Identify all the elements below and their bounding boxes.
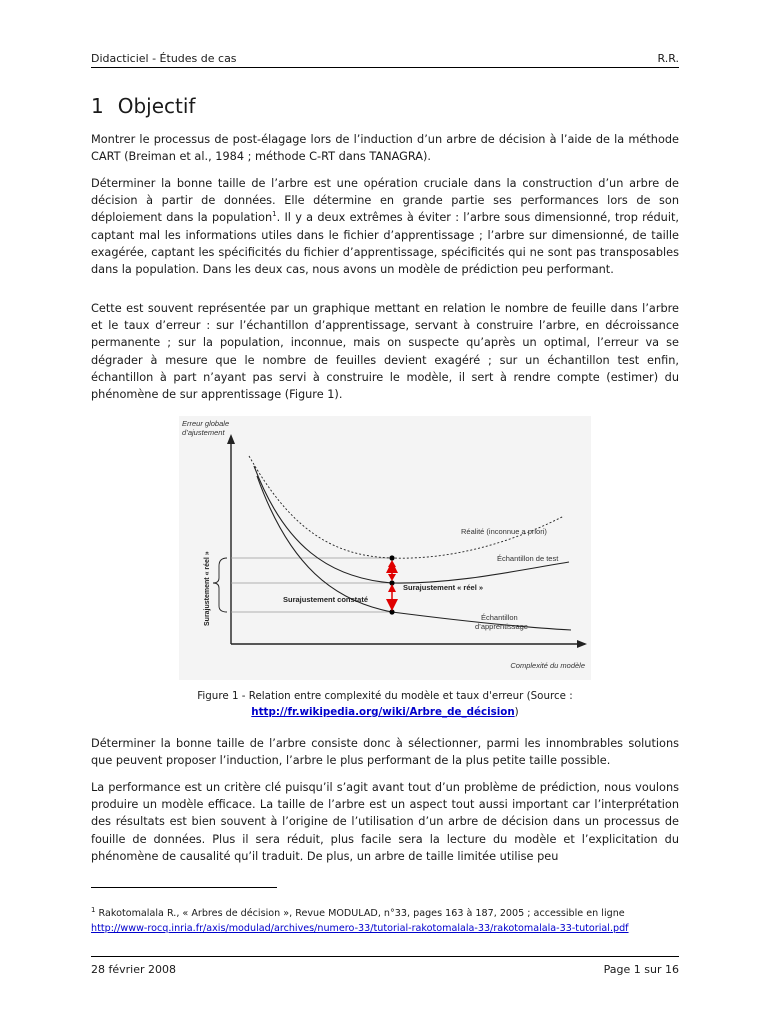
paragraph-4: Déterminer la bonne taille de l’arbre consiste donc à sélectionner, parmi les innombrables solutions que peuvent proposer l’induction, l’arbre le plus performant de la plus petite taille possible. bbox=[91, 737, 679, 768]
label-observed-overfit: Surajustement constaté bbox=[283, 595, 369, 604]
y-axis-label-line1: Erreur globale bbox=[182, 419, 230, 428]
paragraph-1: Montrer le processus de post-élagage lors de l’induction d’un arbre de décision à l’aide de la méthode CART (Breiman et al., 1984 ; méthode C-RT dans TANAGRA). bbox=[91, 133, 679, 164]
section-number: 1 bbox=[91, 94, 104, 118]
label-real-overfit: Surajustement « réel » bbox=[403, 583, 484, 592]
footnote-link[interactable]: http://www-rocq.inria.fr/axis/modulad/archives/numero-33/tutorial-rakotomalala-33/rakotomalala-33-tutorial.pdf bbox=[91, 923, 629, 934]
point-reality bbox=[389, 555, 394, 560]
paragraph-5: La performance est un critère clé puisqu’il s’agit avant tout d’un problème de prédiction, nous voulons produire un modèle efficace. La taille de l’arbre est un aspect tout aussi important car l’interprétation des résultats est bien souvent à l’origine de l’utilisation d’un arbre de décision dans un processus de fouille de données. Plus il sera réduit, plus facile sera la lecture du modèle et l’explicitation du phénomène de causalité qu’il traduit. De plus, un arbre de taille limitée utilise peu bbox=[91, 781, 679, 863]
footnote-text: Rakotomalala R., « Arbres de décision », Revue MODULAD, n°33, pages 163 à 187, 2005 ; accessible en ligne bbox=[98, 908, 625, 919]
header-title: Didacticiel - Études de cas bbox=[91, 52, 237, 65]
footer-page-number: Page 1 sur 16 bbox=[603, 963, 679, 976]
left-bracket bbox=[213, 558, 227, 612]
label-curve-train-line2: d’apprentissage bbox=[475, 622, 528, 631]
figure-caption bbox=[91, 688, 679, 720]
curve-reality bbox=[249, 456, 564, 558]
paragraph-2 bbox=[91, 175, 679, 278]
curve-train bbox=[257, 476, 571, 630]
footnote-mark: 1 bbox=[91, 905, 96, 914]
footnote-divider bbox=[91, 887, 277, 888]
arrow-real-overfit-head-bottom bbox=[388, 574, 396, 581]
label-curve-train-line1: Échantillon bbox=[481, 613, 518, 622]
caption-text: Figure 1 - Relation entre complexité du modèle et taux d'erreur (Source : bbox=[197, 690, 573, 702]
section-heading bbox=[91, 94, 195, 118]
paragraph-2-part-b: . Il y a deux extrêmes à éviter : l’arbre sous dimensionné, trop réduit, captant mal les informations utiles dans le fichier d’apprentissage ; l’arbre sur dimensionné, de taille exagérée, captant les spécificités du fichier d’apprentissage, spécificités qui ne sont pas transposables dans la population. Dans les deux cas, nous avons un modèle de prédiction peu performant. bbox=[91, 211, 680, 277]
x-axis-arrow bbox=[577, 640, 587, 648]
point-train bbox=[389, 609, 394, 614]
label-curve-test: Échantillon de test bbox=[497, 554, 559, 563]
figure-1 bbox=[179, 416, 591, 680]
caption-link[interactable]: http://fr.wikipedia.org/wiki/Arbre_de_décision bbox=[251, 706, 515, 718]
label-curve-reality: Réalité (inconnue a priori) bbox=[461, 527, 547, 536]
caption-close: ) bbox=[514, 706, 519, 718]
arrow-real-overfit-head-top bbox=[388, 560, 396, 567]
footnote-reference[interactable]: 1 bbox=[272, 210, 277, 219]
curve-test bbox=[254, 466, 569, 583]
page-footer bbox=[91, 956, 679, 976]
paragraph-3: Cette est souvent représentée par un graphique mettant en relation le nombre de feuille dans l’arbre et le taux d’erreur : sur l’échantillon d’apprentissage, servant à construire l’arbre, en décroissance permanente ; sur la population, inconnue, mais on suspecte qu’après un optimal, l’erreur va se dégrader à mesure que le nombre de feuilles devient exagéré ; sur un échantillon test enfin, échantillon à part n’ayant pas servi à construire le modèle, il sert à rendre compte (estimer) du phénomène de sur apprentissage (Figure 1). bbox=[91, 302, 679, 402]
section-title: Objectif bbox=[117, 94, 196, 118]
y-axis-label-line2: d’ajustement bbox=[182, 428, 225, 437]
overfitting-diagram bbox=[179, 416, 591, 680]
paragraph-2-part-a: Déterminer la bonne taille de l’arbre est une opération cruciale dans la construction d’un arbre de décision à partir de données. Elle détermine en grande partie ses performances lors de son déploiement dans la population bbox=[91, 177, 679, 225]
x-axis-label: Complexité du modèle bbox=[510, 661, 585, 670]
footer-date: 28 février 2008 bbox=[91, 963, 177, 976]
arrow-observed-overfit-head bbox=[388, 584, 396, 592]
header-author: R.R. bbox=[657, 52, 679, 65]
y-axis-arrow bbox=[227, 434, 235, 444]
label-vertical-overfit: Surajustement « réel » bbox=[204, 551, 211, 626]
page-header bbox=[91, 52, 679, 68]
footnote bbox=[91, 906, 691, 936]
